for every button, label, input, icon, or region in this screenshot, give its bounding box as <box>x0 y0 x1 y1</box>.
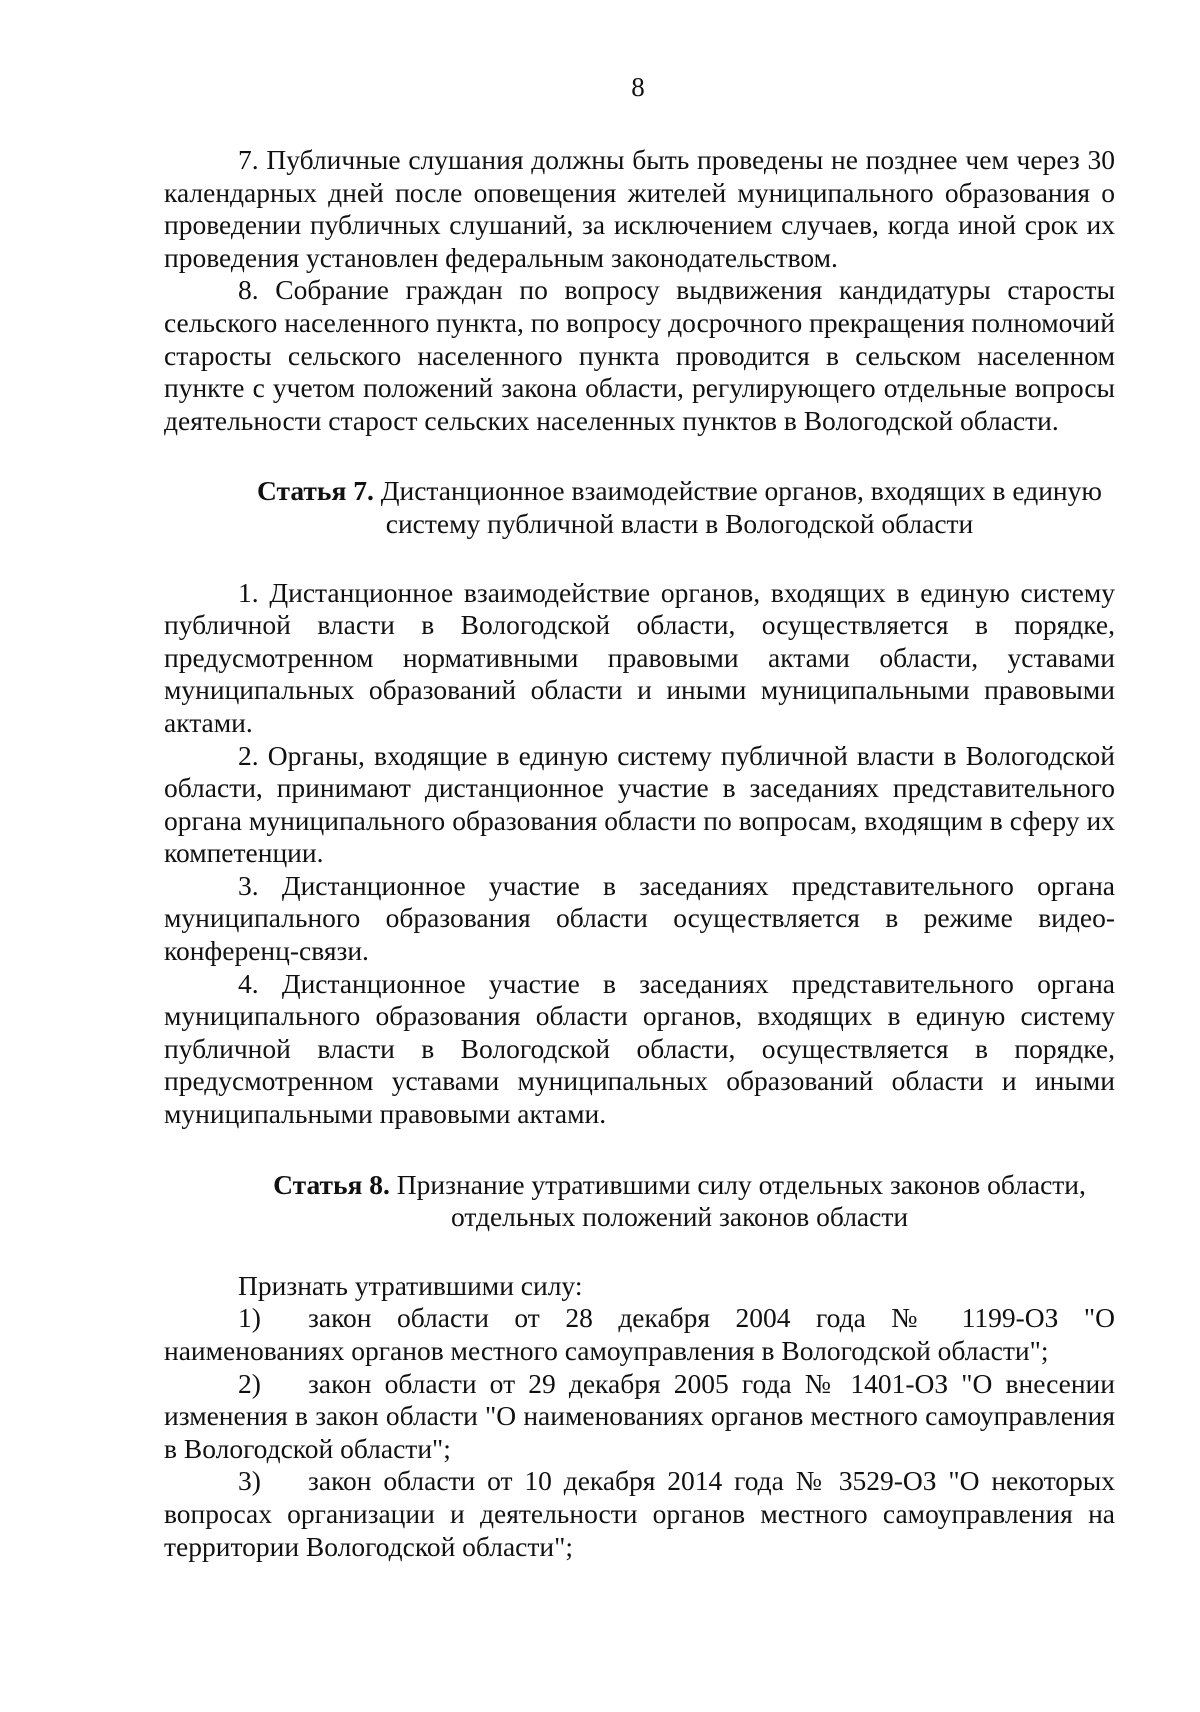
list-item-text: закон области от 10 декабря 2014 года № 3529-ОЗ "О некоторых вопросах организации и деятельности органов местного самоуправления на территории Вологодской области"; <box>164 1465 1115 1562</box>
list-item-number: 2) <box>238 1367 261 1399</box>
article-8-title-line1: Признание утратившими силу отдельных законов области, <box>396 1168 1086 1200</box>
list-item-number: 1) <box>238 1302 261 1334</box>
article-7-title-line2: систему публичной власти в Вологодской области <box>385 507 974 539</box>
paragraph: 4. Дистанционное участие в заседаниях представительного органа муниципального образования области органов, входящих в единую систему публичной власти в Вологодской области, осуществляется в порядке, предусмотренном уставами муниципальных образований области и иными муниципальными правовыми актами. <box>164 967 1115 1130</box>
article-7-title-line1: Дистанционное взаимодействие органов, входящих в единую <box>380 475 1102 507</box>
list-item-number: 3) <box>238 1465 261 1497</box>
list-item <box>164 1302 1115 1367</box>
list-item <box>164 1368 1115 1466</box>
list-item <box>164 1465 1115 1563</box>
document-body <box>164 144 1115 1563</box>
paragraph: 1. Дистанционное взаимодействие органов, входящих в единую систему публичной власти в Вологодской области, осуществляется в порядке, предусмотренном нормативными правовыми актами области, уставами муниципальных образований области и иными муниципальными правовыми актами. <box>164 576 1115 738</box>
article-8-intro: Признать утратившими силу: <box>238 1269 583 1301</box>
page-number: 8 <box>631 72 645 102</box>
article-8-title-line2: отдельных положений законов области <box>450 1201 909 1233</box>
article-7-heading <box>164 475 1115 540</box>
paragraph: 7. Публичные слушания должны быть проведены не позднее чем через 30 календарных дней после оповещения жителей муниципального образования о проведении публичных слушаний, за исключением случаев, когда иной срок их проведения установлен федеральным законодательством. <box>164 144 1115 273</box>
article-8-heading <box>164 1169 1115 1234</box>
list-item-text: закон области от 29 декабря 2005 года № 1401-ОЗ "О внесении изменения в закон области "О наименованиях органов местного самоуправления в Вологодской области"; <box>164 1367 1115 1464</box>
paragraph: 2. Органы, входящие в единую систему публичной власти в Вологодской области, принимают дистанционное участие в заседаниях представительного органа муниципального образования области по вопросам, входящим в сферу их компетенции. <box>164 739 1115 869</box>
article-8-label: Статья 8. <box>273 1168 390 1200</box>
paragraph: 8. Собрание граждан по вопросу выдвижения кандидатуры старосты сельского населенного пункта, по вопросу досрочного прекращения полномочий старосты сельского населенного пункта проводится в сельском населенном пункте с учетом положений закона области, регулирующего отдельные вопросы деятельности старост сельских населенных пунктов в Вологодской области. <box>164 274 1115 436</box>
article-7-label: Статья 7. <box>257 475 374 507</box>
paragraph: 3. Дистанционное участие в заседаниях представительного органа муниципального образования области осуществляется в режиме видео-конференц-связи. <box>164 869 1115 967</box>
list-item-text: закон области от 28 декабря 2004 года № 1199-ОЗ "О наименованиях органов местного самоуправления в Вологодской области"; <box>164 1302 1115 1366</box>
